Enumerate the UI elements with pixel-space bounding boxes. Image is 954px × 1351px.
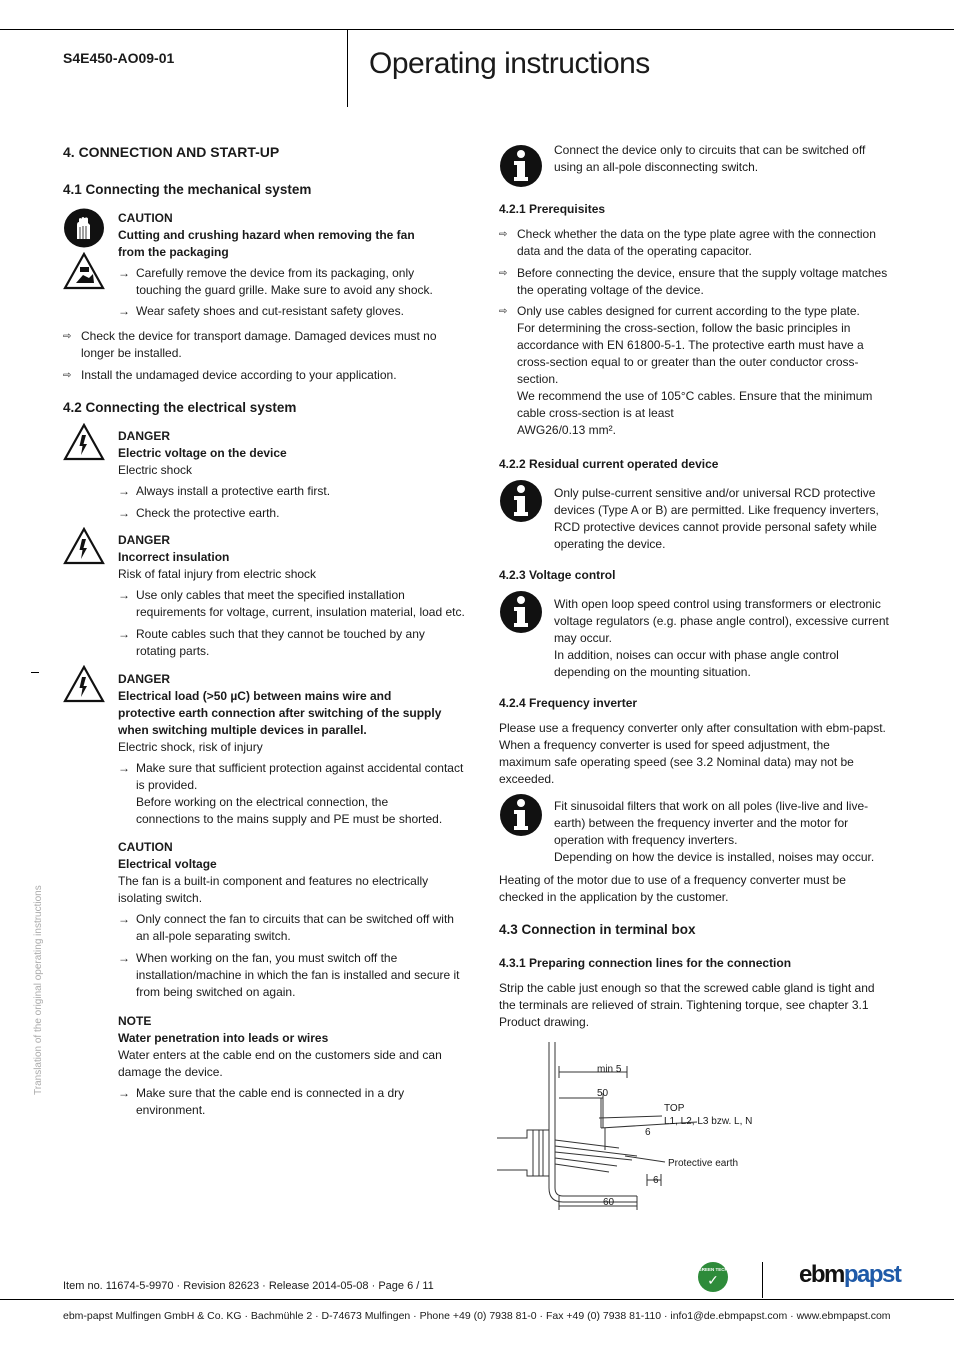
text-line: Please use a frequency converter only after consultation with ebm-papst. bbox=[499, 721, 886, 735]
info-line: Only pulse-current sensitive and/or universal RCD protective bbox=[554, 486, 876, 500]
arrow-icon: → bbox=[118, 506, 130, 520]
footer-divider bbox=[762, 1262, 763, 1298]
action-item bbox=[118, 303, 458, 320]
green-tech-badge bbox=[698, 1262, 728, 1292]
action-item bbox=[118, 911, 468, 945]
list-text: We recommend the use of 105°C cables. Ensure that the minimum bbox=[517, 389, 873, 403]
text-line: the terminals are relieved of strain. Tightening torque, see chapter 3.1 bbox=[499, 998, 869, 1012]
strip-text bbox=[499, 980, 899, 1031]
electric-hazard-icon bbox=[63, 665, 105, 703]
danger-text: Electric shock, risk of injury bbox=[118, 740, 263, 754]
action-text: rotating parts. bbox=[136, 644, 210, 658]
action-item bbox=[118, 587, 468, 621]
check-icon: ✓ bbox=[707, 1272, 719, 1288]
action-text: Check the protective earth. bbox=[136, 506, 280, 520]
action-item bbox=[118, 626, 468, 660]
arrow-icon: → bbox=[118, 1086, 130, 1100]
action-text: When working on the fan, you must switch off the bbox=[136, 951, 398, 965]
action-text: Make sure that sufficient protection against accidental contact bbox=[136, 761, 464, 775]
text-line: checked in the application by the customer. bbox=[499, 890, 729, 904]
list-text: section. bbox=[517, 372, 559, 386]
dimension-60: 60 bbox=[603, 1197, 615, 1208]
list-text: AWG26/0.13 mm². bbox=[517, 423, 616, 437]
action-item bbox=[118, 483, 468, 500]
danger-text: Electric shock bbox=[118, 463, 193, 477]
action-text: from being switched on again. bbox=[136, 985, 296, 999]
arrow-icon: → bbox=[118, 304, 130, 318]
bullet-list-mechanical bbox=[63, 328, 453, 384]
info-line: operating the device. bbox=[554, 537, 666, 551]
footer-address: ebm-papst Mulfingen GmbH & Co. KG · Bachmühle 2 · D-74673 Mulfingen · Phone +49 (0) 7938 81-0 · Fax +49 (0) 7938 81-110 · info1@de.ebmpapst.com · www.ebmpapst.com bbox=[63, 1310, 891, 1322]
action-text: Only connect the fan to circuits that can be switched off with bbox=[136, 912, 454, 926]
note-title: Water penetration into leads or wires bbox=[118, 1031, 329, 1045]
action-text: Use only cables that meet the specified installation bbox=[136, 588, 405, 602]
info-text-rcd bbox=[554, 485, 894, 553]
section-4-3-1-heading: 4.3.1 Preparing connection lines for the connection bbox=[499, 956, 792, 970]
caution-block-1 bbox=[118, 210, 458, 320]
badge-text: GREEN TECH bbox=[698, 1267, 728, 1272]
info-line: depending on the mounting situation. bbox=[554, 665, 751, 679]
info-icon bbox=[499, 590, 543, 634]
list-text: cable cross-section is at least bbox=[517, 406, 674, 420]
info-line: using an all-pole disconnecting switch. bbox=[554, 160, 759, 174]
list-text: accordance with EN 61800-5-1. The protective earth must have a bbox=[517, 338, 864, 352]
caution-text: isolating switch. bbox=[118, 891, 203, 905]
action-item bbox=[118, 505, 468, 522]
danger-title: protective earth connection after switching of the supply bbox=[118, 706, 442, 720]
label-top: TOP bbox=[664, 1103, 685, 1114]
section-4-2-3-heading: 4.2.3 Voltage control bbox=[499, 568, 616, 582]
list-text: longer be installed. bbox=[81, 346, 182, 360]
danger-title: Electrical load (>50 µC) between mains wire and bbox=[118, 689, 392, 703]
action-text: Carefully remove the device from its packaging, only bbox=[136, 266, 415, 280]
arrow-icon: → bbox=[118, 951, 130, 965]
section-4-2-4-heading: 4.2.4 Frequency inverter bbox=[499, 696, 638, 710]
caution-label: CAUTION bbox=[118, 211, 173, 225]
action-text: connections to the mains supply and PE must be shorted. bbox=[136, 812, 443, 826]
margin-mark bbox=[31, 672, 39, 673]
section-4-2-1-heading: 4.2.1 Prerequisites bbox=[499, 202, 606, 216]
text-line: maximum safe operating speed (see 3.2 Nominal data) may not be bbox=[499, 755, 854, 769]
bullet-arrow-icon: ⇨ bbox=[499, 229, 508, 240]
dimension-min5: min 5 bbox=[597, 1064, 622, 1075]
info-line: RCD protective devices cannot provide personal safety while bbox=[554, 520, 877, 534]
list-item bbox=[499, 303, 894, 439]
label-protective-earth: Protective earth bbox=[668, 1158, 739, 1169]
list-text: Check whether the data on the type plate agree with the connection bbox=[517, 227, 876, 241]
info-icon bbox=[499, 144, 543, 188]
action-text: is provided. bbox=[136, 778, 198, 792]
section-4-2-heading: 4.2 Connecting the electrical system bbox=[63, 400, 297, 415]
arrow-icon: → bbox=[118, 266, 130, 280]
footer-rule bbox=[0, 1299, 954, 1300]
danger-block-1 bbox=[118, 428, 468, 522]
arrow-icon: → bbox=[118, 761, 130, 775]
list-item bbox=[499, 226, 894, 260]
info-text-1 bbox=[554, 142, 894, 176]
header-divider bbox=[347, 29, 348, 107]
note-text: Water enters at the cable end on the customers side and can bbox=[118, 1048, 442, 1062]
danger-label: DANGER bbox=[118, 533, 171, 547]
caution-title: from the packaging bbox=[118, 245, 229, 259]
caution-text: The fan is a built-in component and features no electrically bbox=[118, 874, 429, 888]
list-item bbox=[499, 265, 894, 299]
dimension-6b: 6 bbox=[653, 1175, 659, 1186]
section-4-3-heading: 4.3 Connection in terminal box bbox=[499, 922, 696, 937]
caution-label: CAUTION bbox=[118, 840, 173, 854]
dimension-6a: 6 bbox=[645, 1127, 651, 1138]
crushing-hazard-icon bbox=[63, 252, 105, 290]
text-line: exceeded. bbox=[499, 772, 555, 786]
arrow-icon: → bbox=[118, 627, 130, 641]
text-line: Heating of the motor due to use of a frequency converter must be bbox=[499, 873, 846, 887]
action-text: Before working on the electrical connection, the bbox=[136, 795, 389, 809]
list-text: cross-section equal to or greater than the outer conductor cross- bbox=[517, 355, 859, 369]
ebmpapst-logo bbox=[799, 1260, 900, 1290]
section-4-heading: 4. CONNECTION AND START-UP bbox=[63, 144, 280, 160]
note-label: NOTE bbox=[118, 1014, 152, 1028]
prerequisites-list bbox=[499, 226, 894, 439]
bullet-arrow-icon: ⇨ bbox=[499, 306, 508, 317]
caution-title: Cutting and crushing hazard when removing the fan bbox=[118, 228, 415, 242]
action-item bbox=[118, 265, 458, 299]
list-text: data and the data of the operating capacitor. bbox=[517, 244, 752, 258]
danger-label: DANGER bbox=[118, 672, 171, 686]
danger-label: DANGER bbox=[118, 429, 171, 443]
action-text: environment. bbox=[136, 1103, 206, 1117]
list-item bbox=[63, 367, 453, 384]
info-line: Fit sinusoidal filters that work on all poles (live-live and live- bbox=[554, 799, 869, 813]
electric-hazard-icon bbox=[63, 423, 105, 461]
side-note: Translation of the original operating instructions bbox=[33, 885, 44, 1095]
list-text: Install the undamaged device according to your application. bbox=[81, 368, 397, 382]
header-top-rule bbox=[0, 29, 954, 30]
info-icon bbox=[499, 479, 543, 523]
heating-text bbox=[499, 872, 899, 906]
list-text: Only use cables designed for current according to the type plate. bbox=[517, 304, 860, 318]
action-text: Route cables such that they cannot be touched by any bbox=[136, 627, 425, 641]
action-text: Wear safety shoes and cut-resistant safety gloves. bbox=[136, 304, 404, 318]
action-text: Make sure that the cable end is connected in a dry bbox=[136, 1086, 405, 1100]
dimension-50: 50 bbox=[597, 1088, 609, 1099]
danger-title: when switching multiple devices in parallel. bbox=[118, 723, 367, 737]
info-line: With open loop speed control using transformers or electronic bbox=[554, 597, 881, 611]
action-text: touching the guard grille. Make sure to avoid any shock. bbox=[136, 283, 433, 297]
model-number: S4E450-AO09-01 bbox=[63, 50, 175, 66]
info-line: Depending on how the device is installed, noises may occur. bbox=[554, 850, 875, 864]
action-item bbox=[118, 950, 468, 1001]
item-info: Item no. 11674-5-9970 · Revision 82623 · Release 2014-05-08 · Page 6 / 11 bbox=[63, 1280, 434, 1292]
gloves-icon bbox=[63, 208, 105, 248]
electric-hazard-icon bbox=[63, 527, 105, 565]
list-text: Check the device for transport damage. Damaged devices must no bbox=[81, 329, 437, 343]
info-line: earth) between the frequency inverter and the motor for bbox=[554, 816, 849, 830]
action-text: Always install a protective earth first. bbox=[136, 484, 331, 498]
arrow-icon: → bbox=[118, 484, 130, 498]
info-line: In addition, noises can occur with phase angle control bbox=[554, 648, 839, 662]
bullet-arrow-icon: ⇨ bbox=[499, 268, 508, 279]
action-item bbox=[118, 1085, 468, 1119]
bullet-arrow-icon: ⇨ bbox=[63, 370, 72, 381]
list-item bbox=[63, 328, 453, 362]
list-text: the operating voltage of the device. bbox=[517, 283, 704, 297]
danger-title: Electric voltage on the device bbox=[118, 446, 287, 460]
caution-title: Electrical voltage bbox=[118, 857, 217, 871]
info-line: may occur. bbox=[554, 631, 613, 645]
danger-text: Risk of fatal injury from electric shock bbox=[118, 567, 317, 581]
arrow-icon: → bbox=[118, 912, 130, 926]
action-text: installation/machine in which the fan is installed and secure it bbox=[136, 968, 460, 982]
section-4-2-2-heading: 4.2.2 Residual current operated device bbox=[499, 457, 719, 471]
info-line: voltage regulators (e.g. phase angle control), excessive current bbox=[554, 614, 889, 628]
page-title: Operating instructions bbox=[369, 47, 650, 80]
text-line: When a frequency converter is used for speed adjustment, the bbox=[499, 738, 830, 752]
action-text: requirements for voltage, current, insulation material, load etc. bbox=[136, 605, 465, 619]
info-icon bbox=[499, 793, 543, 837]
text-line: Product drawing. bbox=[499, 1015, 590, 1029]
info-text-filters bbox=[554, 798, 899, 866]
info-line: devices (Type A or B) are permitted. Like frequency inverters, bbox=[554, 503, 879, 517]
arrow-icon: → bbox=[118, 588, 130, 602]
action-text: an all-pole separating switch. bbox=[136, 929, 291, 943]
text-line: Strip the cable just enough so that the screwed cable gland is tight and bbox=[499, 981, 875, 995]
action-item bbox=[118, 760, 468, 828]
danger-block-3 bbox=[118, 671, 468, 828]
info-line: operation with frequency inverters. bbox=[554, 833, 738, 847]
bullet-arrow-icon: ⇨ bbox=[63, 331, 72, 342]
info-text-voltage bbox=[554, 596, 899, 681]
caution-block-2 bbox=[118, 839, 468, 1001]
list-text: For determining the cross-section, follow the basic principles in bbox=[517, 321, 851, 335]
label-lines: L1, L2, L3 bzw. L, N bbox=[664, 1116, 753, 1127]
note-text: damage the device. bbox=[118, 1065, 223, 1079]
section-4-1-heading: 4.1 Connecting the mechanical system bbox=[63, 182, 312, 197]
list-text: Before connecting the device, ensure that the supply voltage matches bbox=[517, 266, 888, 280]
note-block bbox=[118, 1013, 468, 1119]
logo-part: papst bbox=[843, 1261, 901, 1288]
logo-part: ebm bbox=[799, 1261, 844, 1288]
info-line: Connect the device only to circuits that can be switched off bbox=[554, 143, 866, 157]
inverter-text bbox=[499, 720, 899, 788]
danger-title: Incorrect insulation bbox=[118, 550, 230, 564]
danger-block-2 bbox=[118, 532, 468, 660]
